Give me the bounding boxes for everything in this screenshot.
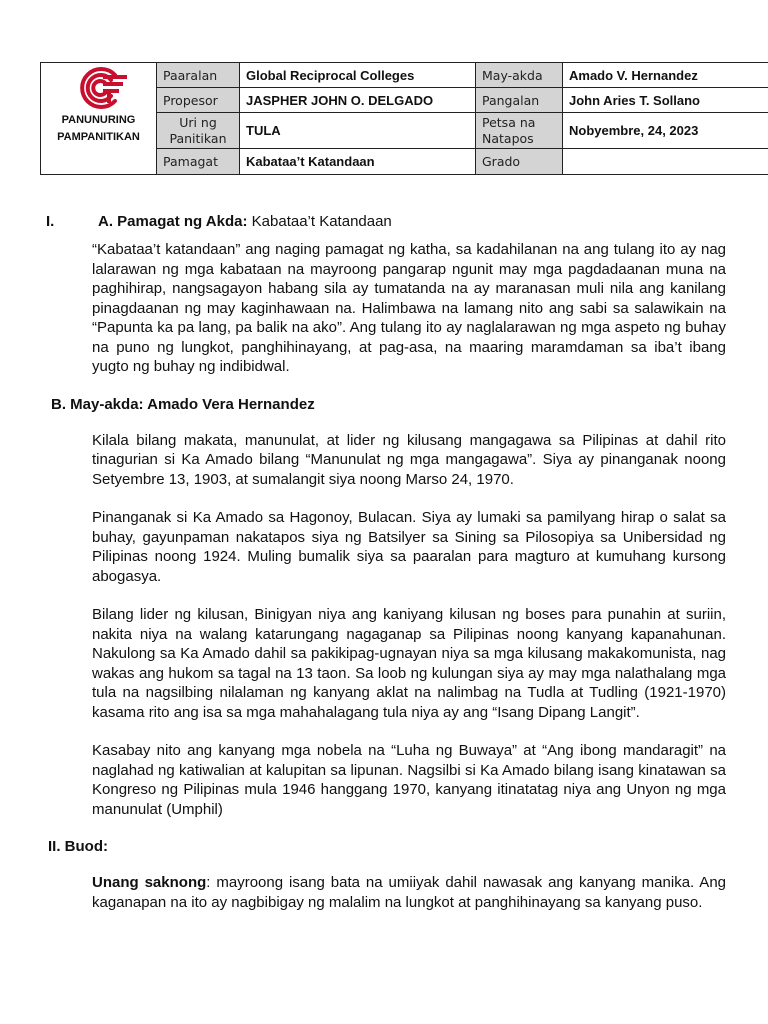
may-akda-paragraph-3: Bilang lider ng kilusan, Binigyan niya ang kaniyang kilusan ng boses para punahin at suriin, nakita niya na walang katarungang nagaganap sa Pilipinas noong kanyang kapanahunan. Nakulong sa Ka Amado dahil sa pakikipag-ugnayan niya sa mga kilusang makakomunista, nag wakas ang hukom sa tagal na 13 taon. Sa loob ng kulungan siya ay may mga nalathalang mga tula na nagsilbing nilalaman ng kanyang aklat na nalimbag na Tudla at Tudling (1921-1970) kasama rito ang isa sa mga mahahalagang tula niya ay ang “Isang Dipang Langit”.: [92, 606, 726, 721]
header-grid: [157, 63, 768, 174]
section-1-heading: [46, 210, 726, 232]
logo-text-line2: PAMPANITIKAN: [57, 131, 140, 143]
may-akda-paragraph-2: Pinanganak si Ka Amado sa Hagonoy, Bulacan. Siya ay lumaki sa pamilyang hirap o salat sa buhay, gayunpaman nakatapos siya ng Batsilyer sa Sining sa Pilosopiya sa Unibersidad ng Pilipinas noong 1924. Muling bumalik siya sa paaralan para magturo at kumuhang kursong abogasya.: [92, 509, 726, 585]
label-may-akda: May-akda: [476, 63, 563, 88]
value-petsa-na-natapos: Nobyembre, 24, 2023: [563, 113, 768, 149]
label-uri-line2: Panitikan: [169, 130, 227, 146]
label-grado: Grado: [476, 149, 563, 174]
value-may-akda: Amado V. Hernandez: [563, 63, 768, 88]
unang-saknong-label: Unang saknong: [92, 874, 207, 891]
buod-heading: II. Buod:: [48, 838, 108, 855]
label-paaralan: Paaralan: [157, 63, 240, 88]
unang-saknong-text: : mayroong isang bata na umiiyak dahil nawasak ang kanyang manika. Ang kaganapan na ito ay nagbibigay ng malalim na lungkot at panghihinayang sa kanyang puso.: [92, 874, 726, 911]
value-uri-ng-panitikan: TULA: [240, 113, 476, 149]
section-1-number: I.: [46, 212, 55, 230]
value-pamagat: Kabataa’t Katandaan: [240, 149, 476, 174]
label-petsa-na-natapos: [476, 113, 563, 149]
pamagat-paragraph: “Kabataa’t katandaan” ang naging pamagat ng katha, sa kadahilanan na ang tulang ito ay nag lalarawan ng mga kabataan na mayroong pangarap ngunit may mga pagdadaanan muna na paghihirap, nangsagayon habang sila ay tumatanda na ay maranasan muli nila ang kanilang pinagdaanan ng may kaginhawaan na. Halimbawa na lamang nito ang sabi sa salawikain na “Papunta ka pa lang, pa balik na ako”. Ang tulang ito ay naglalarawan ng mga aspeto ng buhay na puno ng lungkot, panghihinayang, at pag-asa, na maaring maramdaman sa iba’t ibang yugto ng buhay ng indibidwal.: [92, 241, 726, 375]
pamagat-label: A. Pamagat ng Akda:: [98, 212, 248, 230]
label-petsa-line1: Petsa na: [482, 114, 536, 130]
label-propesor: Propesor: [157, 88, 240, 113]
value-paaralan: Global Reciprocal Colleges: [240, 63, 476, 88]
label-pamagat: Pamagat: [157, 149, 240, 174]
logo-cell: [41, 63, 157, 174]
value-grado: [563, 149, 768, 174]
logo-text-line1: PANUNURING: [61, 114, 136, 126]
school-logo-icon: [69, 65, 129, 111]
label-pangalan: Pangalan: [476, 88, 563, 113]
header-table: [40, 62, 768, 175]
label-uri-ng-panitikan: [157, 113, 240, 149]
label-petsa-line2: Natapos: [482, 130, 534, 146]
may-akda-paragraph-1: Kilala bilang makata, manunulat, at lider ng kilusang mangagawa sa Pilipinas at dahil rito tinagurian si Ka Amado bilang “Manunulat ng mga mangagawa”. Siya ay pinanganak noong Setyembre 13, 1903, at sumalangit siya noong Marso 24, 1970.: [92, 431, 726, 488]
may-akda-paragraph-4: Kasabay nito ang kanyang mga nobela na “Luha ng Buwaya” at “Ang ibong mandaragit” na naglahad ng katiwalian at kalupitan sa lipunan. Nagsilbi si Ka Amado bilang isang kinatawan sa Kongreso ng Pilipinas mula 1946 hanggang 1970, kanyang itinatatag niya ang Unyon ng mga manunulat (Umphil): [92, 742, 726, 818]
value-propesor: JASPHER JOHN O. DELGADO: [240, 88, 476, 113]
pamagat-value: Kabataa’t Katandaan: [251, 212, 392, 230]
value-pangalan: John Aries T. Sollano: [563, 88, 768, 113]
logo-text: [57, 112, 140, 146]
document-body: [46, 210, 726, 912]
buod-paragraph: [92, 873, 726, 912]
may-akda-heading: B. May-akda: Amado Vera Hernandez: [51, 395, 315, 413]
label-uri-line1: Uri ng: [179, 114, 217, 130]
